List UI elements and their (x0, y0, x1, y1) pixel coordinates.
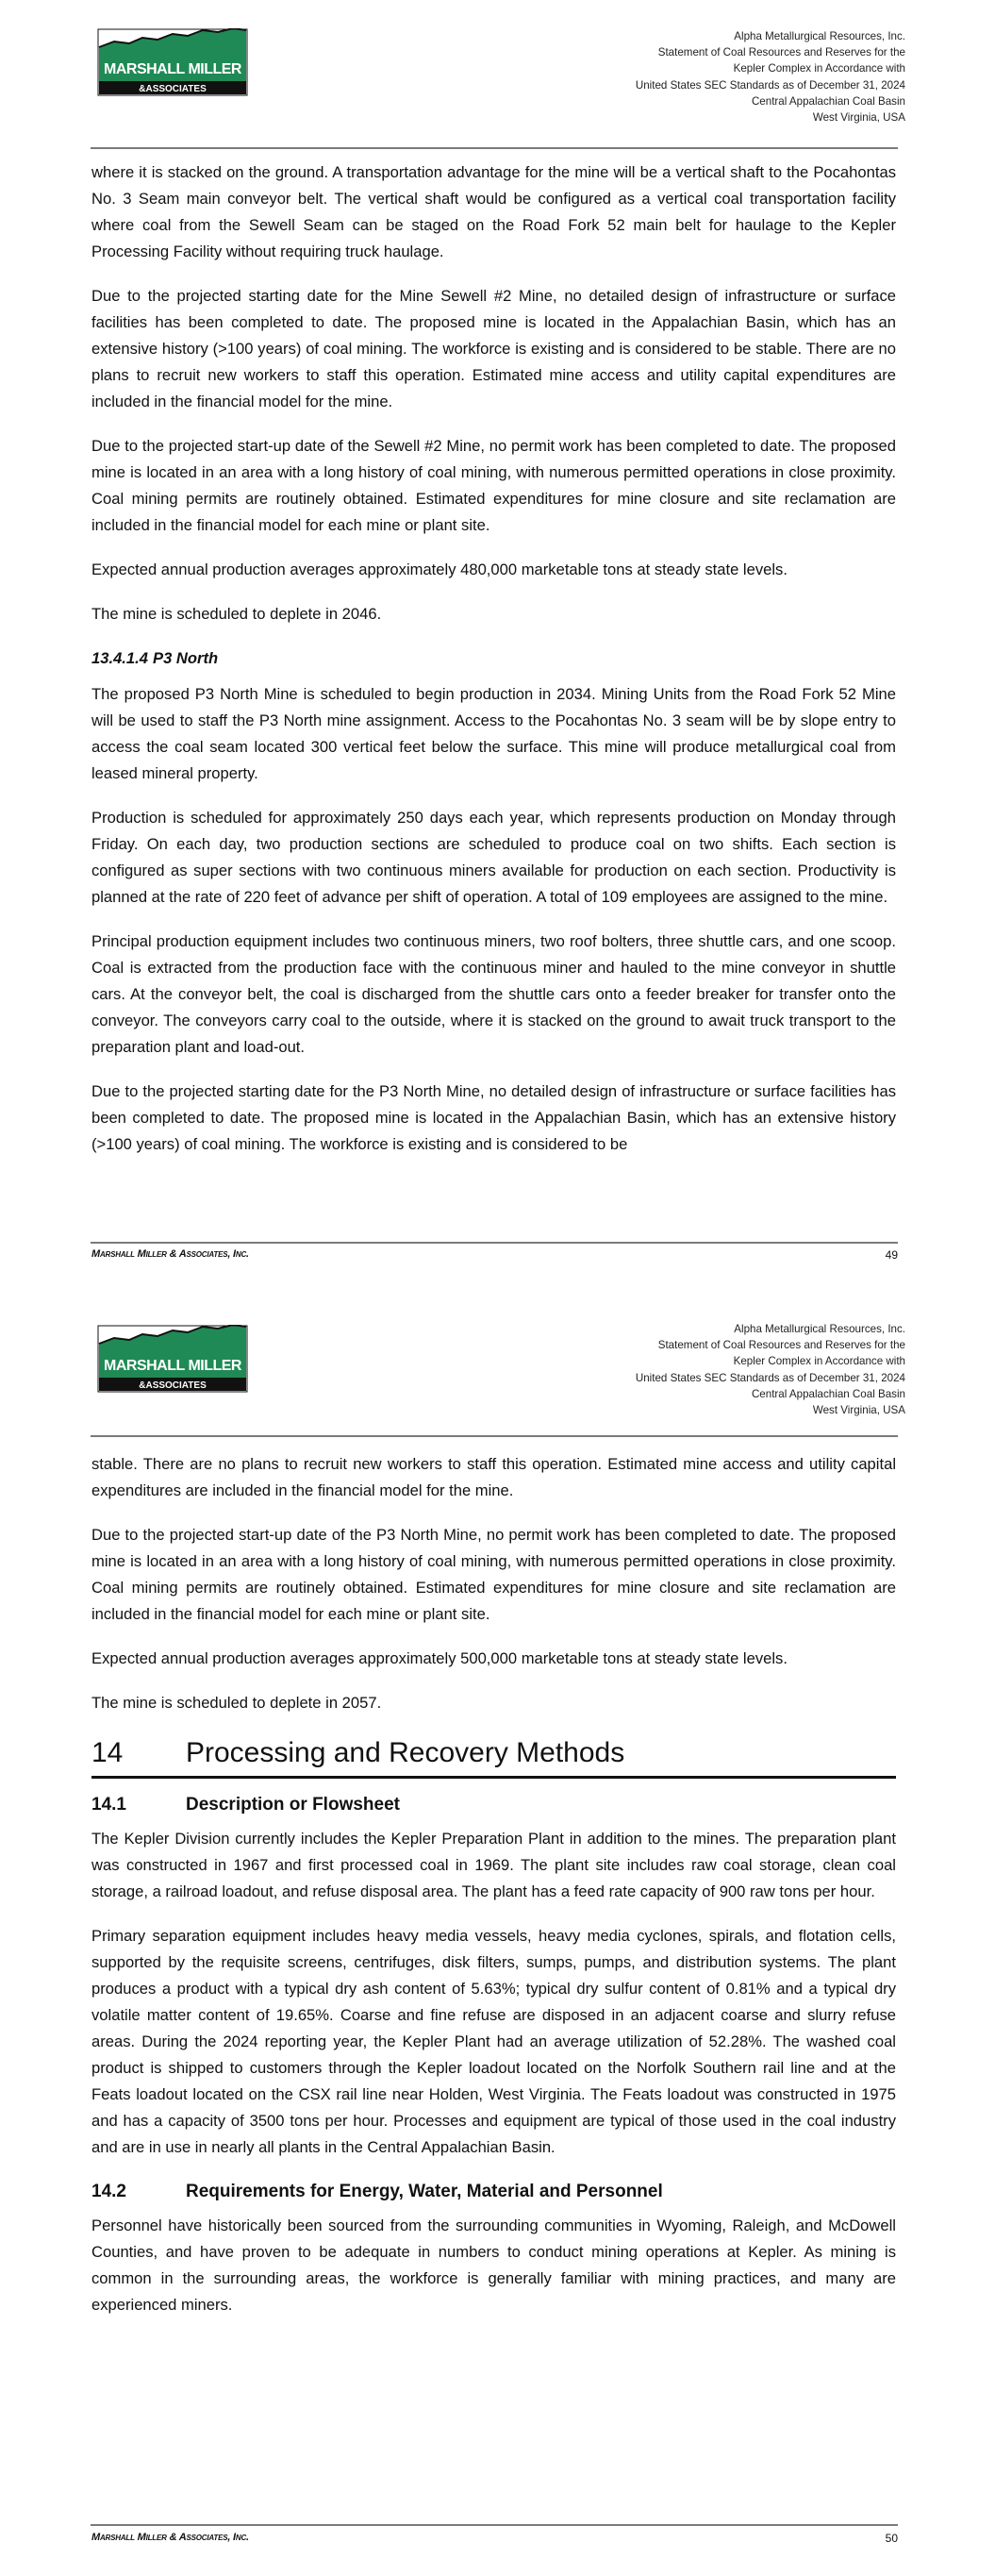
paragraph: The Kepler Division currently includes the Kepler Preparation Plant in addition to the mines. The preparation plant was constructed in 1967 and first processed coal in 1969. The plant site includes raw coal storage, clean coal storage, a railroad loadout, and refuse disposal area. The plant has a feed rate capacity of 900 raw tons per hour. (91, 1830, 896, 1900)
paragraph: Production is scheduled for approximately 250 days each year, which represents production on Monday through Friday. On each day, two production sections are scheduled to produce coal on two shifts. Each section is configured as super sections with two continuous miners available for production on each section. Productivity is planned at the rate of 220 feet of advance per shift of operation. A total of 109 employees are assigned to the mine. (91, 809, 896, 906)
footer-company: Marshall Miller & Associates, Inc. (91, 2532, 249, 2543)
page-number: 50 (885, 2532, 898, 2545)
svg-text:MARSHALL MILLER: MARSHALL MILLER (104, 61, 241, 77)
marshall-miller-logo (97, 28, 248, 96)
header-title-line1: Statement of Coal Resources and Reserves for the (657, 46, 905, 59)
paragraph: Expected annual production averages approximately 480,000 marketable tons at steady state levels. (91, 560, 788, 578)
paragraph: Expected annual production averages approximately 500,000 marketable tons at steady state levels. (91, 1649, 788, 1667)
paragraph: Personnel have historically been sourced from the surrounding communities in Wyoming, Raleigh, and McDowell Counties, and have proven to be adequate in numbers to conduct mining operations at Kepler. As mining is common in the surrounding areas, the workforce is generally familiar with mining practices, and many are experienced miners. (91, 2216, 896, 2314)
header-company: Alpha Metallurgical Resources, Inc. (734, 30, 905, 42)
svg-text:MARSHALL MILLER: MARSHALL MILLER (104, 1358, 241, 1374)
marshall-miller-logo (97, 1325, 248, 1393)
paragraph: Due to the projected start-up date of the P3 North Mine, no permit work has been completed to date. The proposed mine is located in an area with a long history of coal mining, with numerous permitted operations in close proximity. Coal mining permits are routinely obtained. Estimated expenditures for mine closure and site reclamation are included in the financial model for each mine or plant site. (91, 1526, 896, 1623)
footer-company: Marshall Miller & Associates, Inc. (91, 1248, 249, 1260)
header-company: Alpha Metallurgical Resources, Inc. (734, 1323, 905, 1335)
header-location: West Virginia, USA (812, 111, 905, 125)
header-title-line2: Kepler Complex in Accordance with (733, 1355, 905, 1368)
paragraph: Due to the projected starting date for the P3 North Mine, no detailed design of infrastructure or surface facilities has been completed to date. The proposed mine is located in the Appalachian Basin, which has an extensive history (>100 years) of coal mining. The workforce is existing and is considered to be (91, 1082, 896, 1153)
paragraph: Principal production equipment includes two continuous miners, two roof bolters, three shuttle cars, and one scoop. Coal is extracted from the production face with the continuous miner and hauled to the mine conveyor in shuttle cars. At the conveyor belt, the coal is discharged from the shuttle cars onto a feeder breaker for transfer onto the conveyor. The conveyors carry coal to the outside, where it is stacked on the ground to await truck transport to the preparation plant and load-out. (91, 932, 896, 1056)
section-heading-14-1: 14.1 Description or Flowsheet (91, 1795, 400, 1815)
paragraph: Due to the projected start-up date of the Sewell #2 Mine, no permit work has been completed to date. The proposed mine is located in an area with a long history of coal mining, with numerous permitted operations in close proximity. Coal mining permits are routinely obtained. Estimated expenditures for mine closure and site reclamation are included in the financial model for each mine or plant site. (91, 437, 896, 534)
section-heading-13-4-1-4: 13.4.1.4 P3 North (91, 649, 219, 667)
header-divider (91, 147, 898, 149)
header-location: West Virginia, USA (812, 1404, 905, 1417)
header-title-line3: United States SEC Standards as of December 31, 2024 (635, 78, 905, 92)
chapter-heading-14: 14 Processing and Recovery Methods (91, 1734, 896, 1779)
report-header-info (636, 1321, 905, 1418)
paragraph: The mine is scheduled to deplete in 2057. (91, 1694, 382, 1712)
paragraph: Due to the projected starting date for the Mine Sewell #2 Mine, no detailed design of infrastructure or surface facilities has been completed to date. The proposed mine is located in the Appalachian Basin, which has an extensive history (>100 years) of coal mining. The workforce is existing and is considered to be stable. There are no plans to recruit new workers to staff this operation. Estimated mine access and utility capital expenditures are included in the financial model for the mine. (91, 287, 896, 410)
paragraph: where it is stacked on the ground. A transportation advantage for the mine will be a vertical shaft to the Pocahontas No. 3 Seam main conveyor belt. The vertical shaft would be configured as a vertical coal transportation facility where coal from the Sewell Seam can be staged on the Road Fork 52 main belt for haulage to the Kepler Processing Facility without requiring truck haulage. (91, 163, 896, 260)
paragraph: Primary separation equipment includes heavy media vessels, heavy media cyclones, spirals, and flotation cells, supported by the requisite screens, centrifuges, disk filters, sumps, pumps, and distribution systems. The plant produces a product with a typical dry ash content of 5.63%; typical dry sulfur content of 0.81% and a typical dry volatile matter content of 19.65%. Coarse and fine refuse are disposed in an adjacent coarse and slurry refuse areas. During the 2024 reporting year, the Kepler Plant had an average utilization of 52.28%. The washed coal product is shipped to customers through the Kepler loadout located on the Norfolk Southern rail line and at the Feats loadout located on the CSX rail line near Holden, West Virginia. The Feats loadout was constructed in 1975 and has a capacity of 3500 tons per hour. Processes and equipment are typical of those used in the coal industry and are in use in nearly all plants in the Central Appalachian Basin. (91, 1927, 896, 2156)
header-divider (91, 1435, 898, 1437)
section-heading-14-2: 14.2 Requirements for Energy, Water, Material and Personnel (91, 2182, 663, 2201)
footer-divider (91, 1242, 898, 1244)
page-number: 49 (885, 1248, 898, 1262)
footer-divider (91, 2524, 898, 2526)
header-title-line1: Statement of Coal Resources and Reserves for the (657, 1339, 905, 1352)
svg-text:&ASSOCIATES: &ASSOCIATES (139, 84, 207, 94)
paragraph: The proposed P3 North Mine is scheduled to begin production in 2034. Mining Units from the Road Fork 52 Mine will be used to staff the P3 North mine assignment. Access to the Pocahontas No. 3 seam will be by slope entry to access the coal seam located 300 vertical feet below the surface. This mine will produce metallurgical coal from leased mineral property. (91, 685, 896, 782)
svg-text:&ASSOCIATES: &ASSOCIATES (139, 1380, 207, 1391)
page-body (91, 1451, 896, 2336)
header-region: Central Appalachian Coal Basin (751, 94, 905, 108)
header-title-line2: Kepler Complex in Accordance with (733, 62, 905, 75)
page-body (91, 159, 896, 1176)
paragraph: The mine is scheduled to deplete in 2046. (91, 605, 382, 623)
header-region: Central Appalachian Coal Basin (751, 1387, 905, 1400)
page-50 (0, 1293, 995, 2576)
report-header-info (636, 28, 905, 125)
paragraph: stable. There are no plans to recruit new workers to staff this operation. Estimated mine access and utility capital expenditures are included in the financial model for the mine. (91, 1455, 896, 1499)
header-title-line3: United States SEC Standards as of December 31, 2024 (635, 1371, 905, 1384)
